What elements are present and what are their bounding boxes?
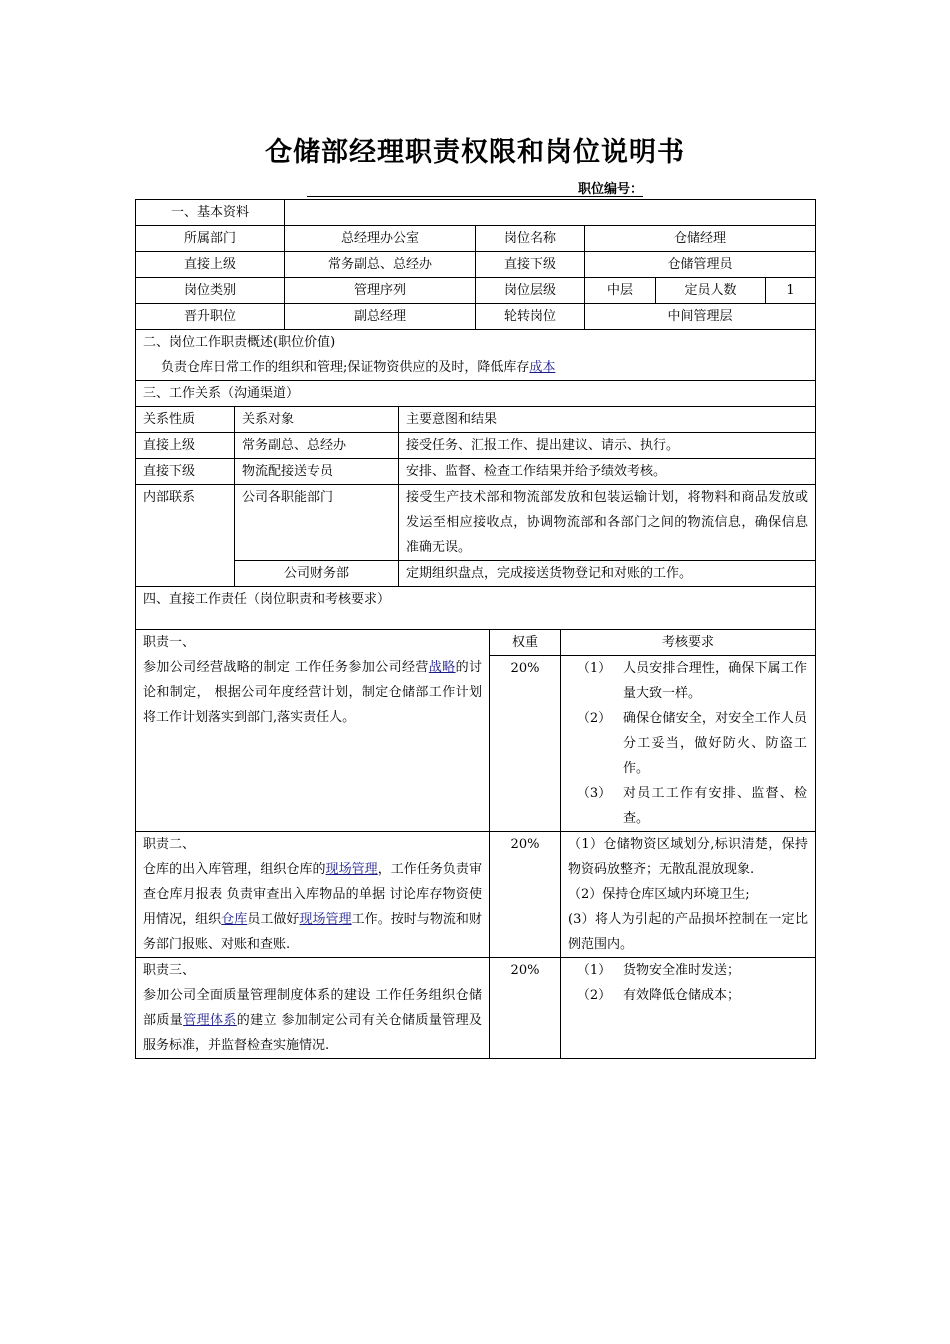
site-management-link[interactable]: 现场管理 [299,912,352,927]
duty-3-title: 职责三、 [143,963,196,978]
requirement-item [565,983,807,1008]
quota-label: 定员人数 [656,278,766,304]
category-value: 管理序列 [285,278,476,304]
duty-text: 的建立 参加制定公司有关仓储质量管理及服务标准，并监督检查实施情况. [143,1013,482,1053]
strategy-link[interactable]: 战略 [428,660,456,675]
superior-value: 常务副总、总经办 [285,252,476,278]
duty-1-requirements [561,656,816,832]
position-code-label: 职位编号： [577,182,643,197]
duty-1-cell [136,630,490,832]
cost-link[interactable]: 成本 [529,360,556,375]
relations-header-type: 关系性质 [136,407,235,433]
dept-value: 总经理办公室 [285,226,476,252]
relation-type: 内部联系 [136,485,235,587]
duty-text: ，工作任务负责审查仓库月报表 负责审查出入库物品的单据 讨论库存物资使用情况，组织 [143,862,482,927]
duty-3-text [143,983,482,1058]
job-description-form [135,199,815,1059]
requirement-item [565,706,807,781]
requirement-item [565,958,807,983]
duty-text: 仓库的出入库管理，组织仓库的 [143,862,326,877]
relation-result: 接受生产技术部和物流部发放和包装运输计划，将物料和商品发放或发运至相应接收点，协调物流部和各部门之间的物流信息，确保信息准确无误。 [399,485,816,561]
relation-type: 直接上级 [136,433,235,459]
summary-cell [136,330,816,381]
level-label: 岗位层级 [476,278,585,304]
duty-1-weight: 20% [490,656,561,832]
req-text: （1）仓储物资区域划分,标识清楚，保持物资码放整齐；无散乱混放现象. [568,837,808,877]
duty-text: 员工做好 [247,912,300,927]
rotation-value: 中间管理层 [585,304,816,330]
relation-result: 接受任务、汇报工作、提出建议、请示、执行。 [399,433,816,459]
req-text: 人员安排合理性，确保下属工作量大致一样。 [623,661,807,701]
relation-result: 安排、监督、检查工作结果并给予绩效考核。 [399,459,816,485]
duty-text: 参加公司全面质量管理制度体系的建设 工作任务组织仓储部质量 [143,988,482,1028]
empty-cell [285,200,816,226]
subordinate-value: 仓储管理员 [585,252,816,278]
management-system-link[interactable]: 管理体系 [183,1013,237,1028]
relation-target: 公司财务部 [235,561,399,587]
duty-2-cell [136,832,490,958]
promotion-label: 晋升职位 [136,304,285,330]
summary-body: 负责仓库日常工作的组织和管理;保证物资供应的及时，降低库存 [161,360,530,375]
section-summary-heading: 二、岗位工作职责概述(职位价值) [143,335,336,350]
req-text: 货物安全准时发送； [623,963,741,978]
req-text: 确保仓储安全，对安全工作人员分工妥当，做好防火、防盗工作。 [623,711,807,776]
post-value: 仓储经理 [585,226,816,252]
req-text: （2）保持仓库区域内环境卫生; [568,887,750,902]
duty-1-text [143,655,482,730]
duty-2-requirements [561,832,816,958]
section-duties-heading: 四、直接工作责任（岗位职责和考核要求） [136,587,816,630]
relation-result: 定期组织盘点，完成接送货物登记和对账的工作。 [399,561,816,587]
dept-label: 所属部门 [136,226,285,252]
relation-type: 直接下级 [136,459,235,485]
req-text: 对员工工作有安排、监督、检查。 [623,786,807,826]
duty-2-text [143,857,482,957]
req-number: （1） [576,963,612,978]
req-text: 有效降低仓储成本； [623,988,741,1003]
promotion-value: 副总经理 [285,304,476,330]
warehouse-link[interactable]: 仓库 [221,912,248,927]
duty-3-weight: 20% [490,958,561,1059]
basic-info-table [135,199,816,407]
assess-header: 考核要求 [561,630,816,656]
duty-3-cell [136,958,490,1059]
level-value: 中层 [585,278,656,304]
relations-header-target: 关系对象 [235,407,399,433]
relations-table [135,406,816,630]
req-number: （1） [576,661,612,676]
category-label: 岗位类别 [136,278,285,304]
weight-header: 权重 [490,630,561,656]
relations-header-result: 主要意图和结果 [399,407,816,433]
duty-3-requirements [561,958,816,1059]
rotation-label: 轮转岗位 [476,304,585,330]
duties-table [135,629,816,1059]
site-management-link[interactable]: 现场管理 [325,862,378,877]
quota-value: 1 [766,278,816,304]
relation-target: 公司各职能部门 [235,485,399,561]
req-number: （3） [576,786,612,801]
relation-target: 物流配接送专员 [235,459,399,485]
duty-2-weight: 20% [490,832,561,958]
section-basic-heading: 一、基本资料 [136,200,285,226]
duty-text: 工作。按时与物流和财务部门报账、对账和查账. [143,912,482,952]
req-text: (3）将人为引起的产品损坏控制在一定比例范围内。 [568,912,808,952]
duty-text: 参加公司经营战略的制定 工作任务参加公司经营 [143,660,429,675]
duty-text: 的讨论和制定， 根据公司年度经营计划，制定仓储部工作计划 将工作计划落实到部门,落实责任人。 [143,660,482,725]
post-label: 岗位名称 [476,226,585,252]
requirement-item [565,781,807,831]
section-relations-heading: 三、工作关系（沟通渠道） [136,381,816,407]
duty-2-title: 职责二、 [143,837,196,852]
requirement-item [565,656,807,706]
summary-text [143,355,808,380]
duty-1-title: 职责一、 [143,635,196,650]
position-code-line [307,178,643,197]
req-number: （2） [576,711,612,726]
req-number: （2） [576,988,612,1003]
subordinate-label: 直接下级 [476,252,585,278]
document-title: 仓储部经理职责权限和岗位说明书 [265,137,685,168]
superior-label: 直接上级 [136,252,285,278]
relation-target: 常务副总、总经办 [235,433,399,459]
